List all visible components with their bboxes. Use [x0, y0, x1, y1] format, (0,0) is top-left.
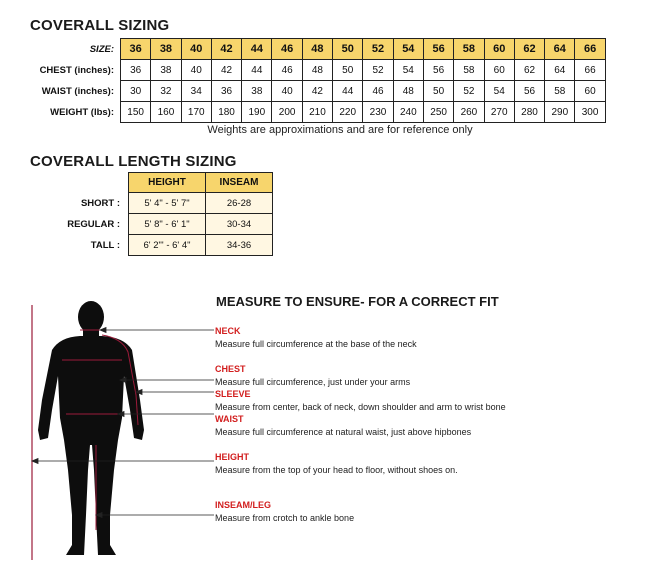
waist-cell: 40 — [272, 81, 302, 102]
weight-note: Weights are approximations and are for reference only — [207, 124, 473, 136]
waist-cell: 58 — [545, 81, 575, 102]
size-table — [28, 38, 606, 123]
chest-cell: 62 — [514, 60, 544, 81]
size-cell: 46 — [272, 39, 302, 60]
chest-cell: 50 — [333, 60, 363, 81]
chest-desc: Measure full circumference, just under your arms — [215, 377, 411, 387]
weight-cell: 270 — [484, 102, 514, 123]
weight-cell: 180 — [211, 102, 241, 123]
size-cell: 36 — [121, 39, 151, 60]
sleeve-label: SLEEVE — [215, 389, 251, 399]
length-inseam-cell: 34-36 — [206, 235, 273, 256]
chest-cell: 66 — [575, 60, 605, 81]
waist-cell: 38 — [242, 81, 272, 102]
neck-desc: Measure full circumference at the base of the neck — [215, 339, 417, 349]
chest-row — [28, 60, 605, 81]
chest-cell: 38 — [151, 60, 181, 81]
chest-cell: 56 — [423, 60, 453, 81]
size-cell: 60 — [484, 39, 514, 60]
weight-cell: 290 — [545, 102, 575, 123]
waist-cell: 52 — [454, 81, 484, 102]
weight-row-label: WEIGHT (lbs): — [50, 106, 114, 118]
waist-row-label: WAIST (inches): — [41, 85, 114, 97]
waist-cell: 36 — [211, 81, 241, 102]
header-inseam: INSEAM — [206, 173, 273, 193]
weight-cell: 150 — [121, 102, 151, 123]
chest-cell: 44 — [242, 60, 272, 81]
coverall-sizing-title: COVERALL SIZING — [30, 17, 170, 34]
size-cell: 52 — [363, 39, 393, 60]
human-silhouette-icon — [38, 301, 144, 555]
chest-row-label: CHEST (inches): — [39, 64, 114, 76]
chest-cell: 36 — [121, 60, 151, 81]
waist-cell: 44 — [333, 81, 363, 102]
height-label: HEIGHT — [215, 452, 250, 462]
body-silhouette-figure — [0, 290, 220, 572]
chest-cell: 52 — [363, 60, 393, 81]
size-cell: 44 — [242, 39, 272, 60]
waist-label: WAIST — [215, 414, 244, 424]
size-row-label: SIZE: — [89, 43, 114, 55]
size-cell: 56 — [423, 39, 453, 60]
weight-cell: 160 — [151, 102, 181, 123]
size-row — [28, 39, 605, 60]
waist-cell: 48 — [393, 81, 423, 102]
waist-cell: 50 — [423, 81, 453, 102]
weight-cell: 260 — [454, 102, 484, 123]
waist-cell: 56 — [514, 81, 544, 102]
header-height: HEIGHT — [129, 173, 206, 193]
waist-cell: 46 — [363, 81, 393, 102]
length-height-cell: 5' 4" - 5' 7" — [129, 193, 206, 214]
measure-title: MEASURE TO ENSURE- FOR A CORRECT FIT — [216, 294, 499, 309]
chest-cell: 40 — [181, 60, 211, 81]
chest-cell: 46 — [272, 60, 302, 81]
weight-cell: 240 — [393, 102, 423, 123]
waist-row — [28, 81, 605, 102]
length-header-spacer — [40, 173, 129, 193]
chest-cell: 48 — [302, 60, 332, 81]
weight-cell: 230 — [363, 102, 393, 123]
length-row-label: SHORT : — [80, 197, 120, 209]
chest-cell: 58 — [454, 60, 484, 81]
length-height-cell: 5' 8" - 6' 1" — [129, 214, 206, 235]
waist-cell: 54 — [484, 81, 514, 102]
inseam-desc: Measure from crotch to ankle bone — [215, 513, 355, 523]
chest-label: CHEST — [215, 364, 246, 374]
length-row-label: TALL : — [90, 239, 120, 251]
chest-cell: 42 — [211, 60, 241, 81]
size-cell: 42 — [211, 39, 241, 60]
height-desc: Measure from the top of your head to floor, without shoes on. — [215, 465, 458, 475]
length-inseam-cell: 30-34 — [206, 214, 273, 235]
size-cell: 64 — [545, 39, 575, 60]
weight-cell: 250 — [423, 102, 453, 123]
size-cell: 50 — [333, 39, 363, 60]
weight-cell: 220 — [333, 102, 363, 123]
length-table — [40, 172, 273, 256]
size-cell: 62 — [514, 39, 544, 60]
weight-cell: 170 — [181, 102, 211, 123]
weight-cell: 280 — [514, 102, 544, 123]
size-cell: 66 — [575, 39, 605, 60]
waist-cell: 34 — [181, 81, 211, 102]
weight-cell: 200 — [272, 102, 302, 123]
waist-desc: Measure full circumference at natural waist, just above hipbones — [215, 427, 472, 437]
size-cell: 38 — [151, 39, 181, 60]
waist-cell: 42 — [302, 81, 332, 102]
size-cell: 58 — [454, 39, 484, 60]
chest-cell: 64 — [545, 60, 575, 81]
waist-cell: 32 — [151, 81, 181, 102]
neck-label: NECK — [215, 326, 241, 336]
sleeve-desc: Measure from center, back of neck, down shoulder and arm to wrist bone — [215, 402, 506, 412]
waist-cell: 30 — [121, 81, 151, 102]
size-cell: 54 — [393, 39, 423, 60]
weight-cell: 300 — [575, 102, 605, 123]
weight-cell: 210 — [302, 102, 332, 123]
size-cell: 40 — [181, 39, 211, 60]
inseam-label: INSEAM/LEG — [215, 500, 272, 510]
size-cell: 48 — [302, 39, 332, 60]
length-inseam-cell: 26-28 — [206, 193, 273, 214]
chest-cell: 60 — [484, 60, 514, 81]
waist-cell: 60 — [575, 81, 605, 102]
weight-row — [28, 102, 605, 123]
chest-cell: 54 — [393, 60, 423, 81]
length-row-label: REGULAR : — [67, 218, 120, 230]
length-sizing-title: COVERALL LENGTH SIZING — [30, 153, 237, 170]
weight-cell: 190 — [242, 102, 272, 123]
length-height-cell: 6' 2"' - 6' 4" — [129, 235, 206, 256]
